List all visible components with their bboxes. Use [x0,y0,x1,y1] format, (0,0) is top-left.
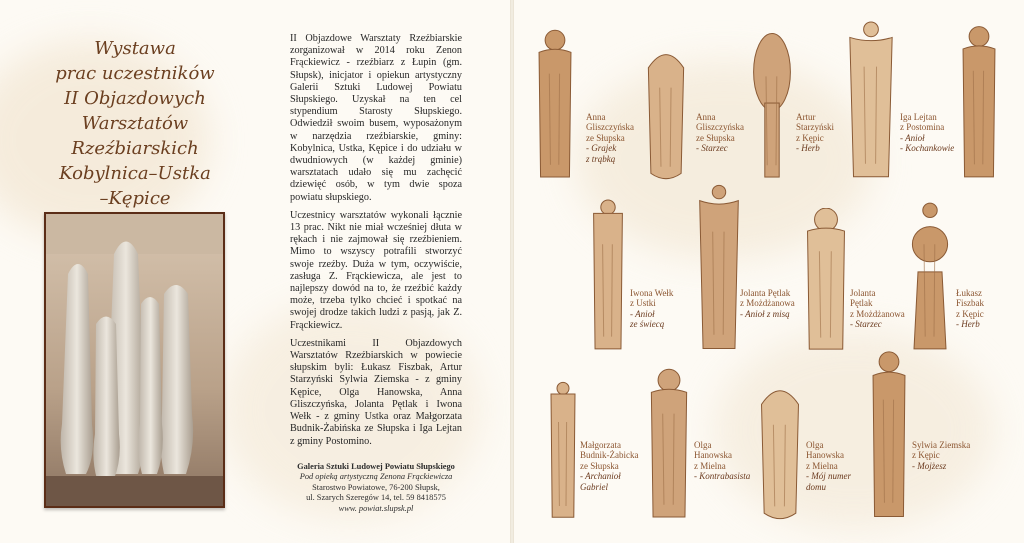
address: ul. Szarych Szeregów 14, tel. 59 8418575 [306,493,446,503]
caption-author-line: Iwona Wełk [630,288,674,298]
sculpture-image [870,348,908,520]
caption-author-line: Starzyński [796,122,834,133]
sculptures-photo-drawing [46,214,223,506]
sculpture-image [804,208,848,352]
gallery-name: Galeria Sztuki Ludowej Powiatu Słupskiego [297,462,455,471]
website-link[interactable]: www. powiat.slupsk.pl [338,503,414,513]
caption-author-line: Fiszbak [956,298,984,309]
title-line: prac uczestników [55,63,215,84]
caption-work-title: Gabriel [580,481,608,492]
sculpture-caption [796,112,834,154]
gallery-footer [290,462,462,514]
caption-author-line: z Możdżanowa [850,308,905,319]
sculpture-image [536,28,574,180]
title-line: –Kępice [99,188,171,209]
sculpture-image [645,48,687,180]
caption-author-line: Hanowska [806,450,844,461]
title-line: Warsztatów [81,113,189,134]
sculpture-image [752,32,792,180]
caption-work-title: - Kochankowie [900,143,955,154]
caption-work-title: - Mojżesz [912,460,947,471]
sculpture-image [910,198,950,352]
sculpture-caption [586,112,634,164]
title-line: II Objazdowych [64,88,206,109]
caption-work-title: - Starzec [696,143,728,154]
paragraph: Uczestnicy warsztatów wykonali łącznie 13 prac. Nikt nie miał wcześniej dłuta w rękach i nie zajmował się rzeźbieniem. Mimo to wszyscy potrafili stworzyć swoje rzeźby. Duża w tym, oczywiście, zasługa Z. Frąckiewicza, ale jest to najlepszy dowód na to, że rzeźbić każdy może, trzeba tylko chcieć i spotkać na swojej drodze takich ludzi z pasją, jak Z. Frąckiewicz. [290,209,462,331]
sculpture-image [960,24,998,180]
right-page [514,0,1024,543]
caption-work-title: - Anioł [900,132,925,143]
caption-author-line: Sylwia Ziemska [912,440,971,450]
caption-author-line: Jolanta Pętlak [740,288,791,298]
intro-text [290,33,462,454]
title-line: Rzeźbiarskich [71,138,199,159]
sculpture-caption [694,440,750,482]
paragraph: II Objazdowe Warsztaty Rzeźbiarskie zorganizował w 2014 roku Zenon Frąckiewicz - rzeźbiarz z Łupin (gm. Słupsk), inicjator i opiekun artystyczny Galerii Sztuki Ludowej Powiatu Słupskiego. Uzyskał na ten cel stypendium Starosty Słupskiego. Odwiedził swoim busem, wyposażonym w narzędzia rzeźbiarskie, gminy: Kobylnica, Ustka, Kępice i do udziału w dwudniowych (w każdej gminie) warsztatach udało się mu zachęcić dziewięć osób, w tym dwie spoza powiatu słupskiego. [290,33,462,203]
sculpture-image [548,380,578,520]
caption-author-line: Anna [586,112,606,122]
caption-work-title: - Anioł z misą [740,308,790,319]
title-line: Kobylnica–Ustka [59,163,211,184]
sculpture-caption [806,440,851,492]
caption-work-title: - Archanioł [580,471,621,482]
caption-author-line: z Kępic [912,450,940,461]
sculpture-caption [912,440,970,471]
sculpture-caption [580,440,638,492]
sculpture-caption [740,288,795,319]
caption-work-title: - Mój numer [806,471,851,482]
caption-work-title: - Starzec [850,319,882,330]
caption-author-line: Artur [796,112,816,122]
caption-work-title: domu [806,481,826,492]
sculpture-image [848,18,894,180]
sculpture-caption [630,288,673,330]
sculpture-image [648,368,690,520]
sculptures-photo [44,212,225,508]
caption-work-title: - Grajek [586,143,617,154]
office: Starostwo Powiatowe, 76-200 Słupsk, [312,482,440,492]
caption-author-line: z Możdżanowa [740,298,795,309]
caption-author-line: ze Słupska [580,460,619,471]
caption-author-line: ze Słupska [696,132,735,143]
sculpture-image [758,384,802,520]
caption-author-line: z Kępic [796,132,824,143]
caption-author-line: Jolanta [850,288,876,298]
caption-work-title: ze świecą [630,319,665,330]
caption-author-line: Olga [694,440,712,450]
caption-author-line: Gliszczyńska [586,122,634,133]
sculpture-caption [696,112,744,154]
sculpture-image [590,198,626,352]
caption-work-title: - Anioł [630,308,655,319]
caption-work-title: - Herb [796,143,820,154]
caption-author-line: Pętlak [850,298,873,309]
caption-work-title: - Herb [956,319,980,330]
sculpture-caption [900,112,954,154]
title-line: Wystawa [94,38,176,59]
exhibition-title [40,36,230,211]
left-page [0,0,510,543]
paper-stain [714,330,994,530]
paragraph: Uczestnikami II Objazdowych Warsztatów Rzeźbiarskich w powiecie słupskim byli: Łukasz Fiszbak, Artur Starzyński Sylwia Ziemska - z gminy Kępice, Olga Hanowska, Anna Gliszczyńska, Jolanta Pętlak i Iwona Wełk - z gminy Ustka oraz Małgorzata Budnik-Żabińska ze Słupska i Iga Lejtan z gminy Postomino. [290,337,462,447]
caption-author-line: z Mielna [694,460,726,471]
caption-author-line: Hanowska [694,450,732,461]
caption-author-line: Gliszczyńska [696,122,744,133]
caption-work-title: z trąbką [586,153,616,164]
sculpture-caption [850,288,905,330]
caption-author-line: z Mielna [806,460,838,471]
caption-author-line: Anna [696,112,716,122]
caption-author-line: z Postomina [900,122,945,133]
caption-author-line: Małgorzata [580,440,621,450]
caption-work-title: - Kontrabasista [694,471,751,482]
artistic-care: Pod opieką artystyczną Zenona Frąckiewicza [299,472,453,482]
caption-author-line: z Kępic [956,308,984,319]
caption-author-line: Olga [806,440,824,450]
sculpture-caption [956,288,984,330]
caption-author-line: ze Słupska [586,132,625,143]
caption-author-line: Łukasz [956,288,982,298]
caption-author-line: Iga Lejtan [900,112,937,122]
caption-author-line: Budnik-Żabicka [580,450,639,461]
caption-author-line: z Ustki [630,298,656,309]
sculpture-image [698,180,740,352]
